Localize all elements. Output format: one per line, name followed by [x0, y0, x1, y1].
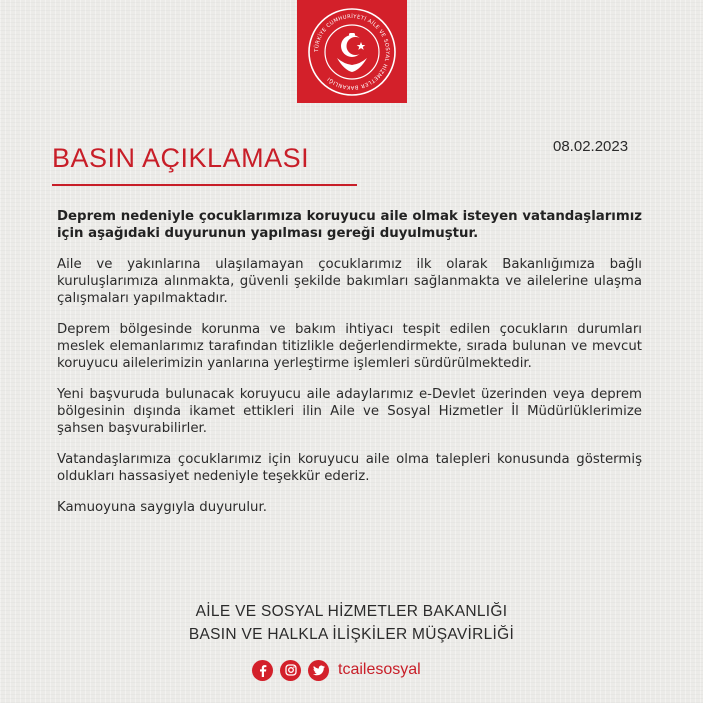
ministry-name: AİLE VE SOSYAL HİZMETLER BAKANLIĞI — [195, 603, 508, 620]
social-handle[interactable]: tcailesosyal — [338, 661, 421, 678]
paragraph: Deprem bölgesinde korunma ve bakım ihtiyacı tespit edilen çocukların durumları meslek elemanlarımız tarafından titizlikle değerlendirmekte, sırada bulunan ve mevcut koruyucu ailelerimizin yanlarına yerleştirme işlemleri sürdürülmektedir. — [57, 322, 642, 371]
facebook-icon[interactable] — [252, 660, 273, 681]
closing-paragraph: Kamuoyuna saygıyla duyurulur. — [57, 500, 267, 515]
paragraph: Yeni başvuruda bulunacak koruyucu aile adaylarımız e-Devlet üzerinden veya deprem bölgesinin dışında ikamet ettikleri ilin Aile ve Sosyal Hizmetler İl Müdürlüklerimize şahsen başvurabilirler. — [57, 387, 642, 436]
signature-block — [0, 600, 703, 646]
title-underline — [52, 184, 357, 186]
svg-text:TÜRKİYE CUMHURİYETİ AİLE VE SO: TÜRKİYE CUMHURİYETİ AİLE VE SOSYAL HİZMETLER BAKANLIĞI — [313, 13, 391, 90]
twitter-icon[interactable] — [308, 660, 329, 681]
social-links — [252, 658, 421, 682]
instagram-icon[interactable] — [280, 660, 301, 681]
department-name: BASIN VE HALKLA İLİŞKİLER MÜŞAVİRLİĞİ — [188, 626, 515, 643]
page-title: BASIN AÇIKLAMASI — [52, 143, 310, 173]
ministry-emblem-icon — [306, 6, 398, 98]
ministry-logo — [297, 0, 407, 103]
press-release-body — [57, 208, 642, 530]
lead-paragraph: Deprem nedeniyle çocuklarımıza koruyucu aile olmak isteyen vatandaşlarımız için aşağıdaki duyurunun yapılması gereği duyulmuştur. — [57, 209, 642, 241]
paragraph: Vatandaşlarımıza çocuklarımız için koruyucu aile olma talepleri konusunda göstermiş oldukları hassasiyet nedeniyle teşekkür ederiz. — [57, 452, 642, 484]
paragraph: Aile ve yakınlarına ulaşılamayan çocuklarımız ilk olarak Bakanlığımıza bağlı kuruluşlarımıza alınmakta, güvenli şekilde bakımları sağlanmakta ve ailelerine ulaşma çalışmaları yapılmaktadır. — [57, 257, 642, 306]
release-date: 08.02.2023 — [553, 138, 629, 155]
